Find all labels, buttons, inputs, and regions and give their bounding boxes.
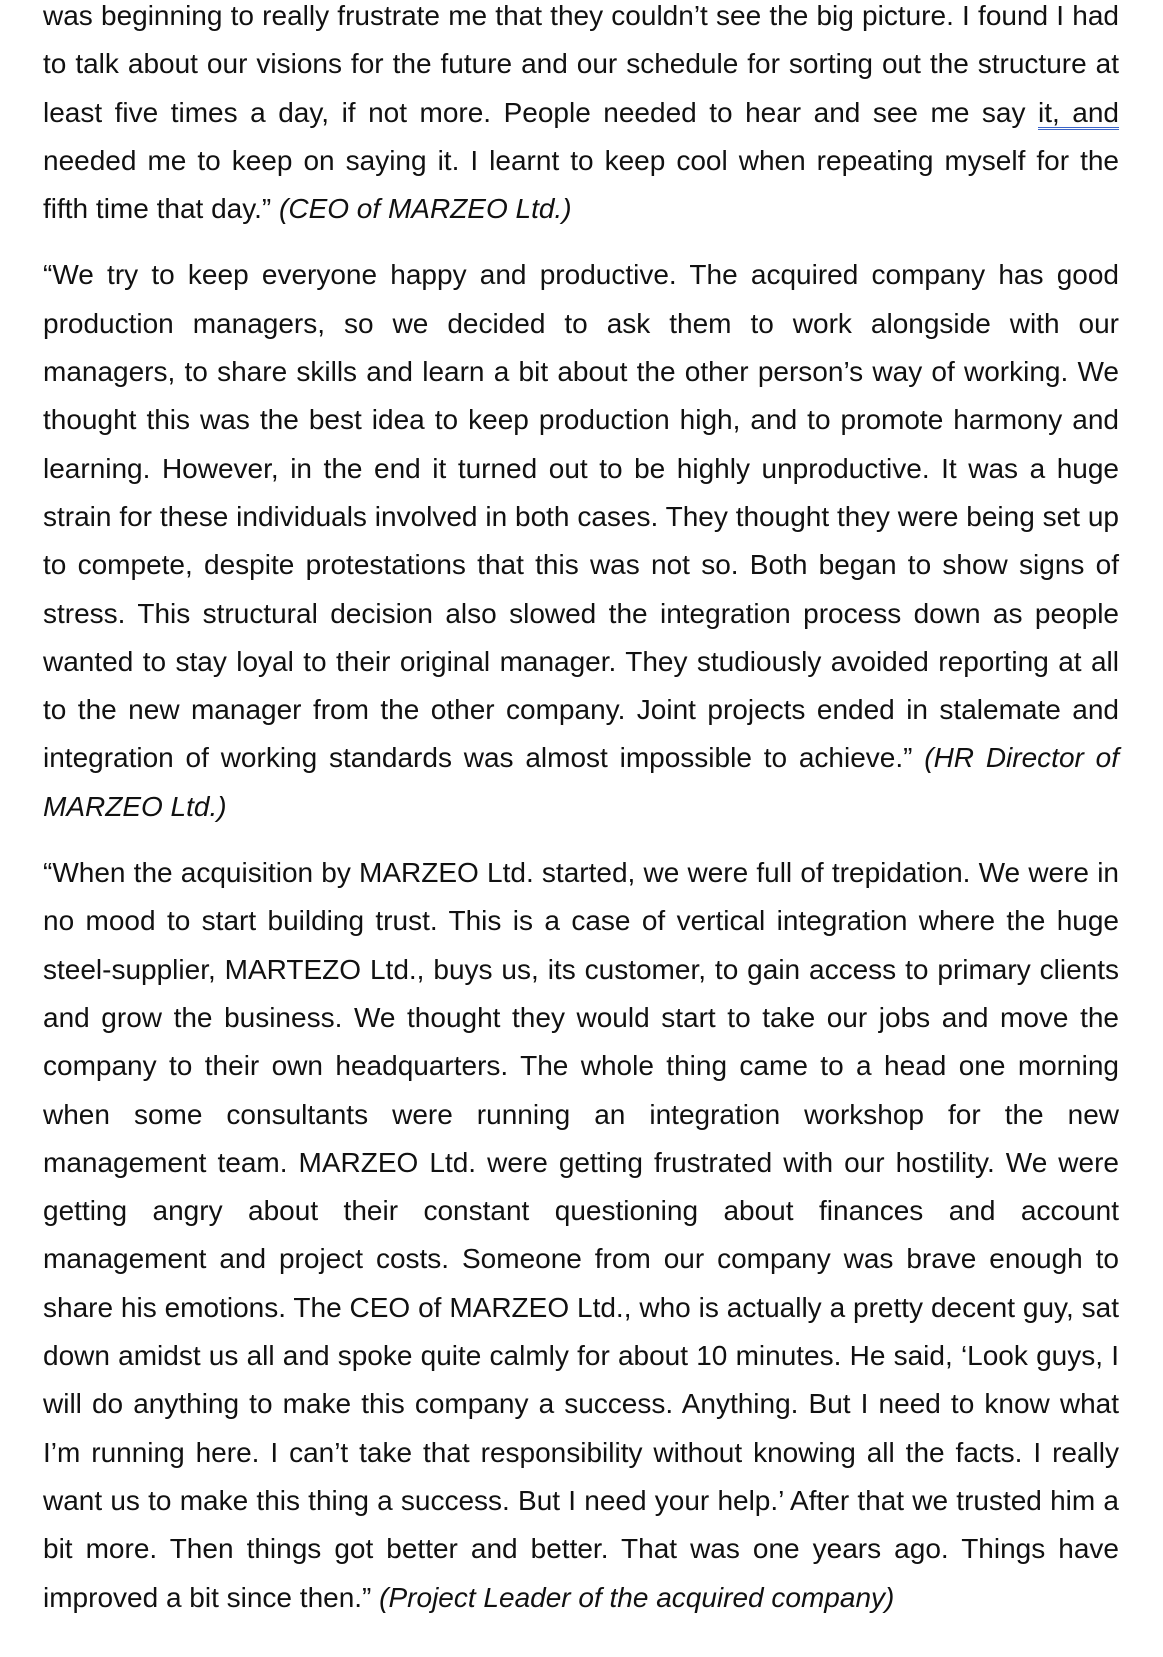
paragraph-text: “We try to keep everyone happy and productive. The acquired company has good production managers, so we decided to ask them to work alongside with our managers, to share skills and learn a bit about the other person’s way of working. We thought this was the best idea to keep production high, and to promote harmony and learning. However, in the end it turned out to be highly unproductive. It was a huge strain for these individuals involved in both cases. They thought they were being set up to compete, despite protestations that this was not so. Both began to show signs of stress. This structural decision also slowed the integration process down as people wanted to stay loyal to their original manager. They studiously avoided reporting at all to the new manager from the other company. Joint projects ended in stalemate and integration of working standards was almost impossible to achieve.” — [43, 259, 1119, 774]
paragraph-text: “When the acquisition by MARZEO Ltd. started, we were full of trepidation. We were in no mood to start building trust. This is a case of vertical integration where the huge steel-supplier, MARTEZO Ltd., buys us, its customer, to gain access to primary clients and grow the business. We thought they would start to take our jobs and move the company to their own headquarters. The whole thing came to a head one morning when some consultants were running an integration workshop for the new management team. MARZEO Ltd. were getting frustrated with our hostility. We were getting angry about their constant questioning about finances and account management and project costs. Someone from our company was brave enough to share his emotions. The CEO of MARZEO Ltd., who is actually a pretty decent guy, sat down amidst us all and spoke quite calmly for about 10 minutes. He said, ‘Look guys, I will do anything to make this company a success. Anything. But I need to know what I’m running here. I can’t take that responsibility without knowing all the facts. I really want us to make this thing a success. But I need your help.’ After that we trusted him a bit more. Then things got better and better. That was one years ago. Things have improved a bit since then.” — [43, 857, 1119, 1613]
quote-attribution: (CEO of MARZEO Ltd.) — [279, 193, 572, 225]
quote-paragraph-hr-director — [43, 251, 1119, 831]
grammar-flagged-text[interactable]: it, and — [1038, 96, 1120, 128]
quote-attribution: (Project Leader of the acquired company) — [379, 1581, 895, 1613]
paragraph-text: needed me to keep on saying it. I learnt to keep cool when repeating myself for the fifth time that day.” — [43, 144, 1119, 225]
quote-attribution: (HR Director of MARZEO Ltd.) — [43, 742, 1119, 822]
paragraph-text: was beginning to really frustrate me that they couldn’t see the big picture. I found I had to talk about our visions for the future and our schedule for sorting out the structure at least five times a day, if not more. People needed to hear and see me say — [43, 0, 1119, 128]
quote-paragraph-project-leader — [43, 849, 1119, 1622]
document-page — [43, 0, 1119, 1640]
quote-paragraph-ceo — [43, 0, 1119, 233]
